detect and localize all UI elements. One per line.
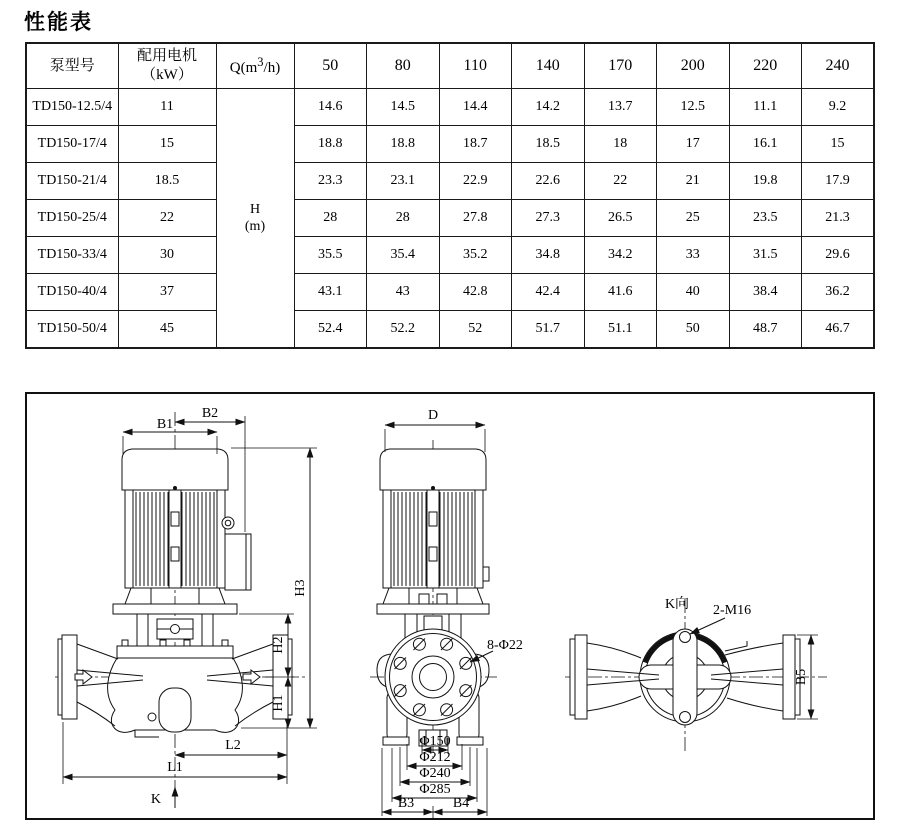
table-row (26, 274, 874, 311)
head-value-cell: 36.2 (802, 274, 875, 311)
dim-label-b2: B2 (201, 406, 219, 421)
dim-label-phi150: Φ150 (419, 734, 451, 749)
dim-label-d: D (427, 408, 439, 423)
dim-label-b3: B3 (397, 796, 415, 811)
col-header-flow: $Q(m^3/h)$ (216, 43, 294, 89)
col-header-flow-value: 240 (802, 43, 875, 89)
pump-model-cell: TD150-40/4 (26, 274, 118, 311)
head-value-cell: 19.8 (729, 163, 802, 200)
seal-housing (159, 688, 191, 732)
head-value-cell: 15 (802, 126, 875, 163)
dim-label-h2: H2 (271, 636, 286, 654)
col-header-pump-model: 泵型号 (26, 43, 118, 89)
head-value-cell: 25 (657, 200, 730, 237)
head-value-cell: 27.3 (512, 200, 585, 237)
head-value-cell: 42.4 (512, 274, 585, 311)
pump-model-cell: TD150-21/4 (26, 163, 118, 200)
head-value-cell: 35.5 (294, 237, 367, 274)
head-value-cell: 29.6 (802, 237, 875, 274)
head-value-cell: 48.7 (729, 311, 802, 349)
motor-power-cell: 45 (118, 311, 216, 349)
pump-model-cell: TD150-25/4 (26, 200, 118, 237)
dim-label-h1: H1 (271, 694, 286, 712)
pump-model-cell: TD150-33/4 (26, 237, 118, 274)
head-value-cell: 34.8 (512, 237, 585, 274)
head-value-cell: 14.5 (367, 89, 440, 126)
head-value-cell: 42.8 (439, 274, 512, 311)
head-value-cell: 16.1 (729, 126, 802, 163)
head-value-cell: 40 (657, 274, 730, 311)
head-value-cell: 12.5 (657, 89, 730, 126)
head-value-cell: 35.4 (367, 237, 440, 274)
head-value-cell: 41.6 (584, 274, 657, 311)
head-value-cell: 9.2 (802, 89, 875, 126)
dimension-drawing (25, 392, 875, 820)
motor-power-cell: 30 (118, 237, 216, 274)
pump-model-cell: TD150-50/4 (26, 311, 118, 349)
pump-model-cell: TD150-17/4 (26, 126, 118, 163)
dim-label-phi240: Φ240 (419, 766, 451, 781)
head-value-cell: 43.1 (294, 274, 367, 311)
dim-label-b1: B1 (156, 417, 174, 432)
head-value-cell: 23.3 (294, 163, 367, 200)
performance-table-body (26, 89, 874, 349)
head-value-cell: 50 (657, 311, 730, 349)
head-value-cell: 21 (657, 163, 730, 200)
table-row (26, 311, 874, 349)
col-header-motor: 配用电机 （kW） (118, 43, 216, 89)
head-value-cell: 52.2 (367, 311, 440, 349)
head-value-cell: 46.7 (802, 311, 875, 349)
head-value-cell: 18.8 (294, 126, 367, 163)
col-header-flow-value: 80 (367, 43, 440, 89)
pump-model-cell: TD150-12.5/4 (26, 89, 118, 126)
head-value-cell: 26.5 (584, 200, 657, 237)
head-value-cell: 18.8 (367, 126, 440, 163)
head-value-cell: 18.7 (439, 126, 512, 163)
dim-label-phi285: Φ285 (419, 782, 451, 797)
col-header-flow-value: 170 (584, 43, 657, 89)
pump-top-view (565, 599, 827, 754)
head-value-cell: 52.4 (294, 311, 367, 349)
flow-arrow-in (75, 670, 92, 684)
motor-power-cell: 37 (118, 274, 216, 311)
head-value-cell: 23.1 (367, 163, 440, 200)
head-value-cell: 31.5 (729, 237, 802, 274)
m16-hole-top (680, 632, 691, 643)
motor-power-cell: 22 (118, 200, 216, 237)
terminal-box (225, 534, 251, 590)
table-row (26, 163, 874, 200)
header-row (26, 43, 874, 89)
head-value-cell: 28 (367, 200, 440, 237)
pump-side-view (55, 412, 305, 808)
view-label-k: K向 (664, 597, 690, 612)
table-row (26, 126, 874, 163)
head-value-cell: 18.5 (512, 126, 585, 163)
head-value-cell: 11.1 (729, 89, 802, 126)
table-row (26, 200, 874, 237)
head-value-cell: 43 (367, 274, 440, 311)
dim-label-b4: B4 (452, 796, 470, 811)
head-value-cell: 34.2 (584, 237, 657, 274)
motor-power-cell: 15 (118, 126, 216, 163)
motor-power-cell: 11 (118, 89, 216, 126)
head-value-cell: 14.2 (512, 89, 585, 126)
head-value-cell: 17 (657, 126, 730, 163)
dim-label-k: K (150, 792, 161, 807)
m16-hole-bottom (680, 712, 691, 723)
table-row (26, 89, 874, 126)
head-value-cell: 18 (584, 126, 657, 163)
head-value-cell: 22 (584, 163, 657, 200)
head-value-cell: 17.9 (802, 163, 875, 200)
col-header-flow-value: 50 (294, 43, 367, 89)
col-header-flow-value: 140 (512, 43, 585, 89)
dim-label-l2: L2 (225, 738, 241, 753)
head-value-cell: 51.7 (512, 311, 585, 349)
col-header-flow-value: 110 (439, 43, 512, 89)
head-value-cell: 52 (439, 311, 512, 349)
pump-front-view (370, 440, 497, 760)
head-value-cell: 22.6 (512, 163, 585, 200)
dim-label-l1: L1 (167, 760, 183, 775)
performance-table (25, 42, 875, 349)
head-unit-cell: H (m) (216, 89, 294, 349)
col-header-flow-value: 220 (729, 43, 802, 89)
head-value-cell: 21.3 (802, 200, 875, 237)
head-value-cell: 35.2 (439, 237, 512, 274)
col-header-flow-value: 200 (657, 43, 730, 89)
head-value-cell: 13.7 (584, 89, 657, 126)
head-value-cell: 22.9 (439, 163, 512, 200)
head-value-cell: 27.8 (439, 200, 512, 237)
dim-label-phi212: Φ212 (419, 750, 451, 765)
head-value-cell: 51.1 (584, 311, 657, 349)
dim-label-h3: H3 (293, 579, 308, 597)
motor-power-cell: 18.5 (118, 163, 216, 200)
table-row (26, 237, 874, 274)
dim-label-2m16: 2-M16 (713, 603, 752, 618)
head-value-cell: 38.4 (729, 274, 802, 311)
head-value-cell: 33 (657, 237, 730, 274)
page-title: 性能表 (24, 11, 93, 34)
head-value-cell: 28 (294, 200, 367, 237)
head-value-cell: 14.4 (439, 89, 512, 126)
dim-label-b5: B5 (794, 668, 809, 686)
head-value-cell: 14.6 (294, 89, 367, 126)
dim-label-8-holes: 8-Φ22 (487, 638, 523, 653)
head-value-cell: 23.5 (729, 200, 802, 237)
